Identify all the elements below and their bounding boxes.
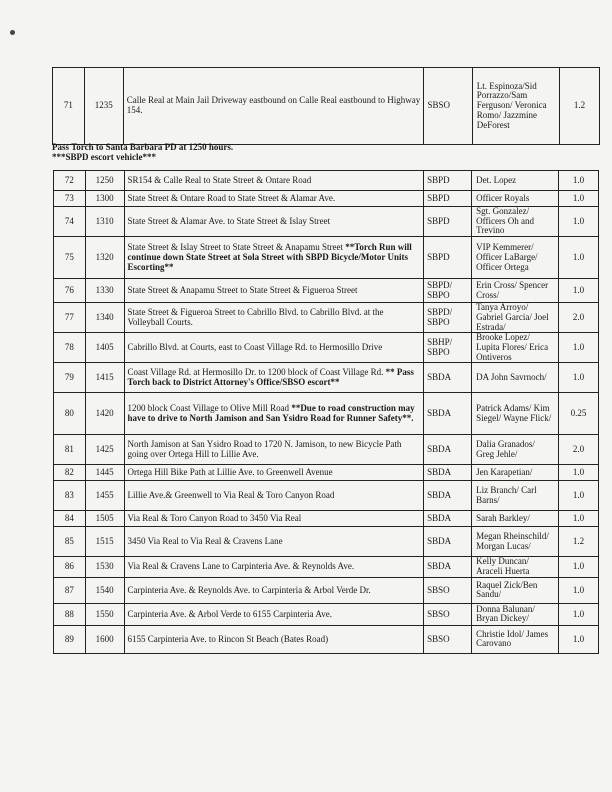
leg-time: 1420 <box>85 393 124 435</box>
leg-table-top <box>52 67 600 145</box>
leg-route <box>124 303 424 333</box>
leg-miles: 1.0 <box>559 511 599 527</box>
table-row <box>54 171 599 191</box>
leg-route <box>124 511 424 527</box>
leg-miles: 2.0 <box>559 435 599 465</box>
leg-agency: SBSO <box>424 625 472 653</box>
leg-agency: SBPD <box>424 207 472 237</box>
leg-time: 1250 <box>85 171 124 191</box>
leg-route <box>124 625 424 653</box>
leg-officers: Patrick Adams/ Kim Siegel/ Wayne Flick/ <box>472 393 559 435</box>
table-row <box>54 481 599 511</box>
table-row <box>54 465 599 481</box>
leg-number: 76 <box>54 279 86 303</box>
leg-route <box>124 171 424 191</box>
leg-number: 71 <box>53 68 85 145</box>
leg-route <box>124 363 424 393</box>
leg-agency: SBDA <box>424 393 472 435</box>
table-row <box>54 577 599 603</box>
leg-officers: Tanya Arroyo/ Gabriel Garcia/ Joel Estrada/ <box>472 303 559 333</box>
route-note: ** Pass Torch back to District Attorney's Office/SBSO escort** <box>127 367 414 387</box>
leg-miles: 2.0 <box>559 303 599 333</box>
leg-agency: SBPD <box>424 237 472 279</box>
leg-officers: VIP Kemmerer/ Officer LaBarge/ Officer Ortega <box>472 237 559 279</box>
table-row <box>54 557 599 577</box>
leg-time: 1310 <box>85 207 124 237</box>
route-text: 3450 Via Real to Via Real & Cravens Lane <box>127 536 283 547</box>
leg-miles: 1.0 <box>559 207 599 237</box>
leg-route <box>124 603 424 625</box>
leg-number: 81 <box>54 435 86 465</box>
leg-time: 1320 <box>85 237 124 279</box>
leg-miles: 1.0 <box>559 603 599 625</box>
leg-agency: SBDA <box>424 435 472 465</box>
table-row <box>54 191 599 207</box>
leg-miles: 1.2 <box>559 527 599 557</box>
route-text: State Street & Islay Street to State Street & Anapamu Street <box>127 242 343 253</box>
leg-route <box>124 237 424 279</box>
leg-officers: Raquel Zick/Ben Sandu/ <box>472 577 559 603</box>
leg-officers: Officer Royals <box>472 191 559 207</box>
leg-time: 1425 <box>85 435 124 465</box>
leg-number: 77 <box>54 303 86 333</box>
route-text: State Street & Anapamu Street to State Street & Figueroa Street <box>127 284 358 295</box>
leg-agency: SBPD/ SBPO <box>424 279 472 303</box>
torch-pass-note <box>52 143 233 163</box>
leg-number: 84 <box>54 511 86 527</box>
leg-officers: Donna Balunan/ Bryan Dickey/ <box>472 603 559 625</box>
leg-officers: Jen Karapetian/ <box>472 465 559 481</box>
leg-officers: Christie Idol/ James Carovano <box>472 625 559 653</box>
leg-miles: 1.0 <box>559 577 599 603</box>
leg-officers: Sarah Barkley/ <box>472 511 559 527</box>
leg-number: 87 <box>54 577 86 603</box>
route-note: **Due to road construction may have to drive to North Jamison and San Ysidro Road for Runner Safety**. <box>127 403 415 423</box>
leg-table-main <box>53 170 599 654</box>
route-text: Carpinteria Ave. & Arbol Verde to 6155 Carpinteria Ave. <box>127 608 332 619</box>
leg-miles: 1.0 <box>559 481 599 511</box>
leg-time: 1235 <box>84 68 123 145</box>
leg-route <box>124 481 424 511</box>
leg-number: 79 <box>54 363 86 393</box>
leg-officers: Det. Lopez <box>472 171 559 191</box>
table-row <box>54 237 599 279</box>
route-text: 6155 Carpinteria Ave. to Rincon St Beach (Bates Road) <box>127 633 329 644</box>
route-text: Via Real & Cravens Lane to Carpinteria Ave. & Reynolds Ave. <box>127 561 355 572</box>
route-text: Coast Village Rd. at Hermosillo Dr. to 1200 block of Coast Village Rd. <box>127 367 384 378</box>
leg-miles: 1.0 <box>559 363 599 393</box>
leg-agency: SBPD/ SBPO <box>424 303 472 333</box>
leg-miles: 1.0 <box>559 557 599 577</box>
table-row <box>54 625 599 653</box>
leg-agency: SBDA <box>424 363 472 393</box>
leg-miles: 1.0 <box>559 333 599 363</box>
leg-route <box>124 207 424 237</box>
table-row <box>54 435 599 465</box>
leg-number: 88 <box>54 603 86 625</box>
table-row <box>54 333 599 363</box>
leg-number: 86 <box>54 557 86 577</box>
leg-agency: SBPD <box>424 171 472 191</box>
leg-agency: SBDA <box>424 465 472 481</box>
leg-time: 1530 <box>85 557 124 577</box>
leg-officers: Megan Rheinschild/ Morgan Lucas/ <box>472 527 559 557</box>
leg-number: 89 <box>54 625 86 653</box>
leg-time: 1455 <box>85 481 124 511</box>
leg-officers: Lt. Espinoza/Sid Porrazzo/Sam Ferguson/ Veronica Romo/ Jazzmine DeForest <box>472 68 559 145</box>
table-row <box>54 207 599 237</box>
leg-miles: 1.0 <box>559 171 599 191</box>
route-text: Cabrillo Blvd. at Courts, east to Coast Village Rd. to Hermosillo Drive <box>127 342 383 353</box>
leg-officers: Liz Branch/ Carl Barns/ <box>472 481 559 511</box>
leg-officers: Erin Cross/ Spencer Cross/ <box>472 279 559 303</box>
leg-number: 72 <box>54 171 86 191</box>
route-text: Carpinteria Ave. & Reynolds Ave. to Carpinteria & Arbol Verde Dr. <box>127 584 371 595</box>
leg-route <box>124 465 424 481</box>
route-note: **Torch Run will continue down State Street at Sola Street with SBPD Bicycle/Motor Units Escorting** <box>127 242 412 272</box>
leg-time: 1340 <box>85 303 124 333</box>
leg-agency: SBDA <box>424 481 472 511</box>
leg-number: 80 <box>54 393 86 435</box>
route-text: 1200 block Coast Village to Olive Mill Road <box>127 403 290 414</box>
route-text: Via Real & Toro Canyon Road to 3450 Via Real <box>127 513 302 524</box>
route-text: State Street & Figueroa Street to Cabrillo Blvd. to Cabrillo Blvd. at the Volleyball Courts. <box>127 307 384 327</box>
route-text: State Street & Alamar Ave. to State Street & Islay Street <box>127 215 331 226</box>
leg-officers: DA John Savrnoch/ <box>472 363 559 393</box>
leg-officers: Sgt. Gonzalez/ Officers Oh and Trevino <box>472 207 559 237</box>
leg-time: 1550 <box>85 603 124 625</box>
leg-time: 1445 <box>85 465 124 481</box>
leg-number: 73 <box>54 191 86 207</box>
table-row <box>54 511 599 527</box>
leg-number: 78 <box>54 333 86 363</box>
table-row <box>54 527 599 557</box>
leg-route <box>124 577 424 603</box>
leg-miles: 1.0 <box>559 191 599 207</box>
leg-time: 1330 <box>85 279 124 303</box>
leg-agency: SBSO <box>424 577 472 603</box>
route-text: SR154 & Calle Real to State Street & Ontare Road <box>127 174 312 185</box>
leg-agency: SBDA <box>424 527 472 557</box>
leg-time: 1540 <box>85 577 124 603</box>
leg-route <box>124 557 424 577</box>
leg-route <box>124 527 424 557</box>
leg-miles: 1.0 <box>559 625 599 653</box>
table-row <box>53 68 600 145</box>
table-row <box>54 279 599 303</box>
leg-time: 1600 <box>85 625 124 653</box>
leg-time: 1515 <box>85 527 124 557</box>
leg-agency: SBPD <box>424 191 472 207</box>
leg-miles: 1.0 <box>559 237 599 279</box>
leg-time: 1405 <box>85 333 124 363</box>
leg-miles: 1.0 <box>559 279 599 303</box>
table-row <box>54 303 599 333</box>
leg-time: 1505 <box>85 511 124 527</box>
punch-hole-mark <box>10 30 15 35</box>
leg-miles: 0.25 <box>559 393 599 435</box>
route-text: State Street & Ontare Road to State Street & Alamar Ave. <box>127 192 336 203</box>
leg-route <box>124 191 424 207</box>
leg-miles: 1.2 <box>559 68 599 145</box>
leg-officers: Kelly Duncan/ Araceli Huerta <box>472 557 559 577</box>
leg-number: 74 <box>54 207 86 237</box>
leg-number: 75 <box>54 237 86 279</box>
leg-route <box>124 333 424 363</box>
leg-time: 1300 <box>85 191 124 207</box>
escort-vehicle-line: ***SBPD escort vehicle*** <box>52 151 156 162</box>
torch-pass-line: Pass Torch to Santa Barbara PD at 1250 hours. <box>52 142 234 152</box>
table-row <box>54 393 599 435</box>
leg-agency: SBSO <box>424 603 472 625</box>
leg-agency: SBHP/ SBPO <box>424 333 472 363</box>
leg-number: 83 <box>54 481 86 511</box>
leg-agency: SBDA <box>424 557 472 577</box>
leg-number: 85 <box>54 527 86 557</box>
leg-agency: SBSO <box>424 68 472 145</box>
route-text: Lillie Ave.& Greenwell to Via Real & Toro Canyon Road <box>127 490 335 501</box>
leg-route: Calle Real at Main Jail Driveway eastbound on Calle Real eastbound to Highway 154. <box>123 68 424 145</box>
table-row <box>54 603 599 625</box>
leg-route <box>124 279 424 303</box>
leg-agency: SBDA <box>424 511 472 527</box>
leg-time: 1415 <box>85 363 124 393</box>
leg-route <box>124 435 424 465</box>
table-row <box>54 363 599 393</box>
leg-number: 82 <box>54 465 86 481</box>
leg-miles: 1.0 <box>559 465 599 481</box>
leg-route <box>124 393 424 435</box>
leg-officers: Dalia Granados/ Greg Jehle/ <box>472 435 559 465</box>
leg-officers: Brooke Lopez/ Lupita Flores/ Erica Ontiveros <box>472 333 559 363</box>
route-text: North Jamison at San Ysidro Road to 1720 N. Jamison, to new Bicycle Path going over Ortega Hill to Lillie Ave. <box>127 439 402 459</box>
route-text: Ortega Hill Bike Path at Lillie Ave. to Greenwell Avenue <box>127 467 333 478</box>
